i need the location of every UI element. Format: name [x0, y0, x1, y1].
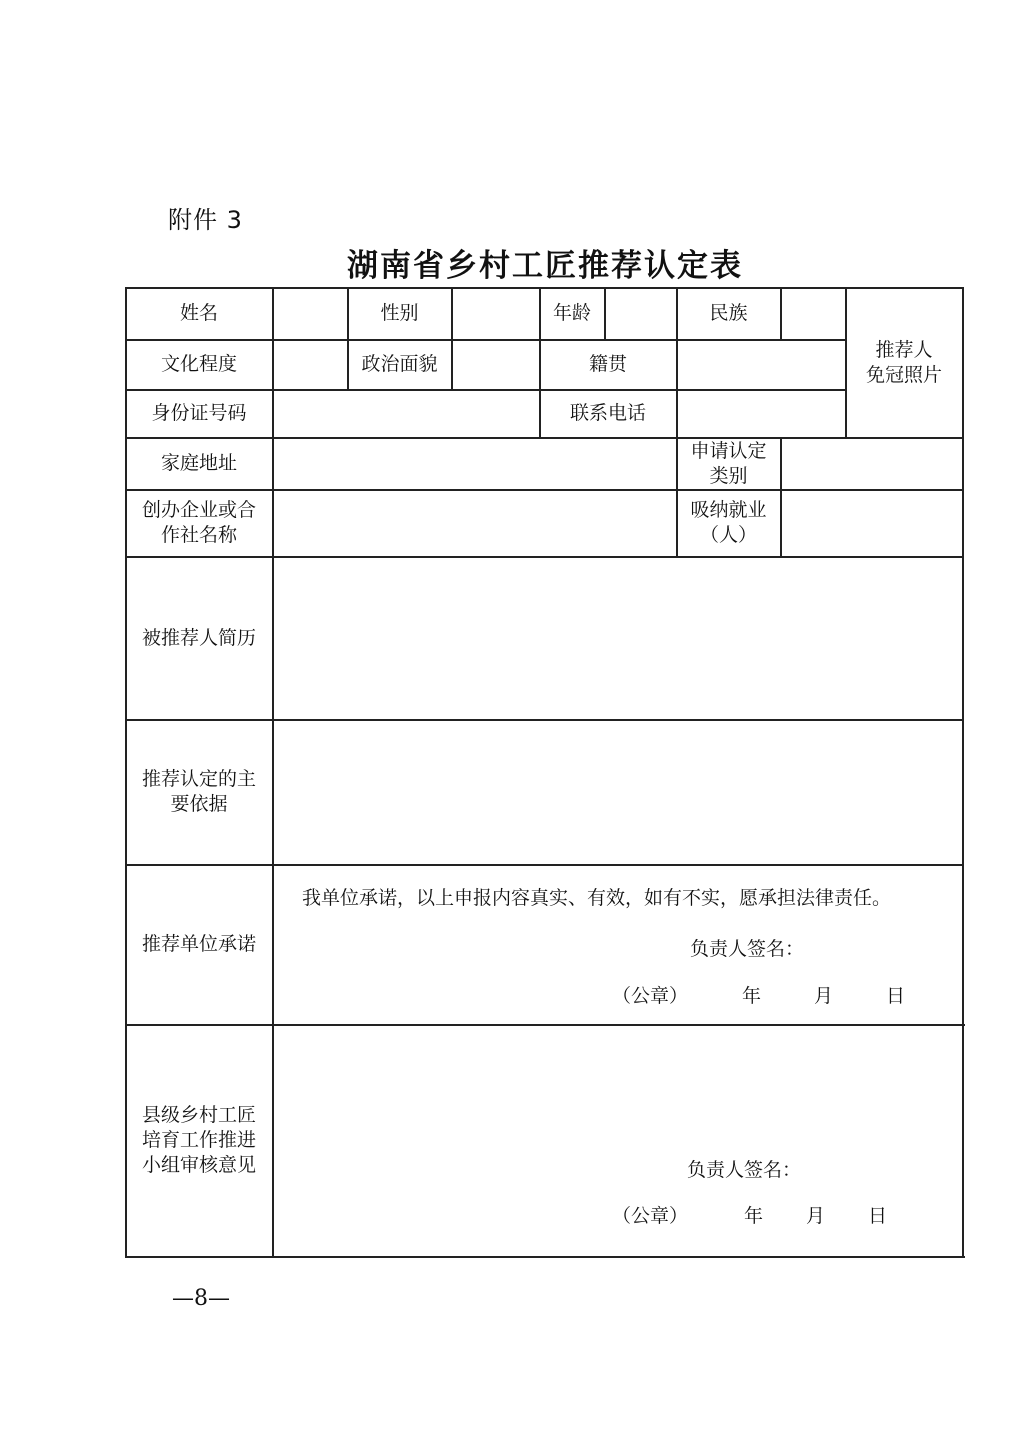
review-day-label: 日: [868, 1205, 888, 1227]
commitment-month-label: 月: [814, 985, 834, 1007]
form-title: 湖南省乡村工匠推荐认定表: [347, 248, 743, 284]
review-seal-label: （公章）: [612, 1205, 689, 1227]
education-label: 文化程度: [160, 353, 237, 375]
age-label: 年龄: [552, 302, 591, 324]
basis-label: 推荐认定的主 要依据: [141, 768, 256, 815]
commitment-signature-label: 负责人签名：: [690, 938, 805, 960]
table-border-bottom: [127, 1256, 965, 1258]
ethnicity-label: 民族: [709, 302, 748, 324]
review-signature-label: 负责人签名：: [687, 1159, 802, 1181]
address-label: 家庭地址: [160, 452, 237, 474]
attachment-label: 附件 3: [168, 206, 243, 234]
resume-label: 被推荐人简历: [141, 626, 256, 649]
phone-label: 联系电话: [569, 402, 646, 424]
review-month-label: 月: [806, 1205, 826, 1227]
col-divider: [780, 437, 782, 556]
category-label: 申请认定 类别: [690, 439, 767, 487]
unit-commitment-label: 推荐单位承诺: [141, 933, 256, 955]
commitment-year-label: 年: [742, 985, 762, 1007]
id-number-label: 身份证号码: [151, 402, 247, 424]
employment-label: 吸纳就业 （人）: [690, 499, 767, 546]
page-number: —8—: [172, 1286, 230, 1311]
photo-label: 推荐人 免冠照片: [865, 338, 942, 386]
gender-label: 性别: [380, 302, 419, 324]
col-divider: [272, 287, 274, 1258]
county-review-label: 县级乡村工匠 培育工作推进 小组审核意见: [141, 1104, 256, 1176]
enterprise-label: 创办企业或合 作社名称: [141, 499, 256, 546]
commitment-statement: 我单位承诺，以上申报内容真实、有效，如有不实，愿承担法律责任。: [302, 887, 892, 909]
name-label: 姓名: [179, 302, 218, 324]
political-status-label: 政治面貌: [361, 353, 438, 375]
commitment-seal-label: （公章）: [612, 985, 689, 1007]
commitment-day-label: 日: [886, 985, 906, 1007]
col-divider: [451, 287, 453, 389]
col-divider: [604, 287, 606, 339]
review-year-label: 年: [744, 1205, 764, 1227]
native-place-label: 籍贯: [588, 353, 627, 375]
table-border-right: [962, 287, 964, 1258]
col-divider: [780, 287, 782, 339]
